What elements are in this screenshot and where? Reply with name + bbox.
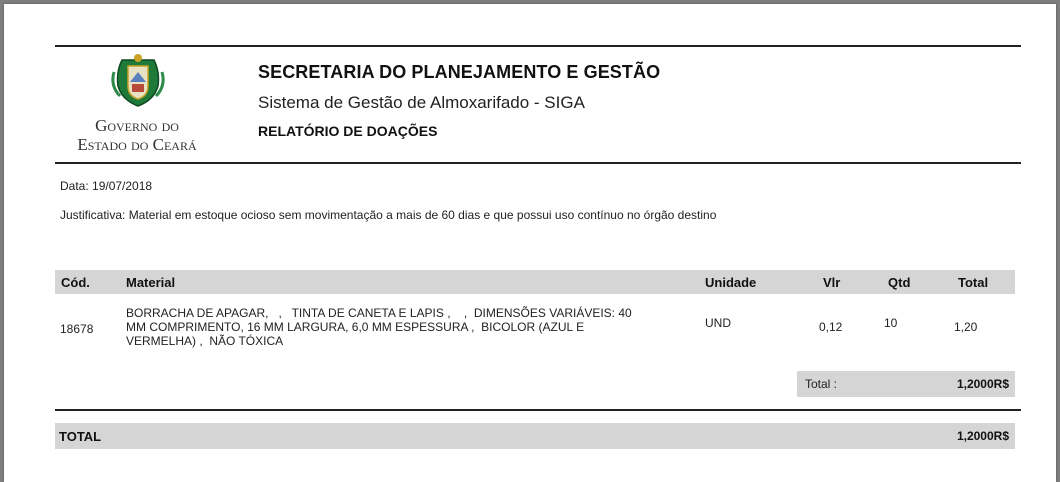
subtotal-band xyxy=(797,371,1015,397)
col-qty-header: Qtd xyxy=(888,275,911,290)
government-name-line1: Governo do xyxy=(95,116,179,135)
grand-total-label: TOTAL xyxy=(59,429,102,444)
total-rule xyxy=(55,409,1021,411)
header-rule xyxy=(55,162,1021,164)
state-coat-of-arms-icon xyxy=(108,52,168,110)
row-material-line3: VERMELHA) , NÃO TÓXICA xyxy=(126,334,284,348)
row-material-line1: BORRACHA DE APAGAR, , TINTA DE CANETA E LAPIS , , DIMENSÕES VARIÁVEIS: 40 xyxy=(126,306,632,320)
subtotal-value: 1,2000R$ xyxy=(956,377,1009,391)
row-qty: 10 xyxy=(884,316,898,330)
top-rule xyxy=(55,45,1021,47)
row-code: 18678 xyxy=(60,322,94,336)
row-material-line2: MM COMPRIMENTO, 16 MM LARGURA, 6,0 MM ESPESSURA , BICOLOR (AZUL E xyxy=(126,320,585,334)
row-material xyxy=(126,306,686,348)
grand-total-value: 1,2000R$ xyxy=(956,429,1009,443)
col-code-header: Cód. xyxy=(61,275,90,290)
row-total: 1,20 xyxy=(954,320,978,334)
government-name-line2: Estado do Ceará xyxy=(77,135,197,154)
justification-text: Justificativa: Material em estoque ocioso sem movimentação a mais de 60 dias e que possui uso contínuo no órgão destino xyxy=(60,208,717,222)
system-subtitle: Sistema de Gestão de Almoxarifado - SIGA xyxy=(258,93,585,112)
report-name: RELATÓRIO DE DOAÇÕES xyxy=(258,123,438,139)
report-page xyxy=(4,4,1056,482)
col-unit-header: Unidade xyxy=(705,275,757,290)
subtotal-label: Total : xyxy=(805,377,838,391)
col-value-header: Vlr xyxy=(823,275,841,290)
col-material-header: Material xyxy=(126,275,176,290)
government-name xyxy=(52,116,222,154)
secretariat-title: SECRETARIA DO PLANEJAMENTO E GESTÃO xyxy=(258,62,661,82)
table-header xyxy=(55,270,1015,294)
col-total-header: Total xyxy=(958,275,989,290)
report-date: Data: 19/07/2018 xyxy=(60,179,153,193)
row-unit: UND xyxy=(705,316,731,330)
row-value: 0,12 xyxy=(819,320,843,334)
grand-total-band xyxy=(55,423,1015,449)
